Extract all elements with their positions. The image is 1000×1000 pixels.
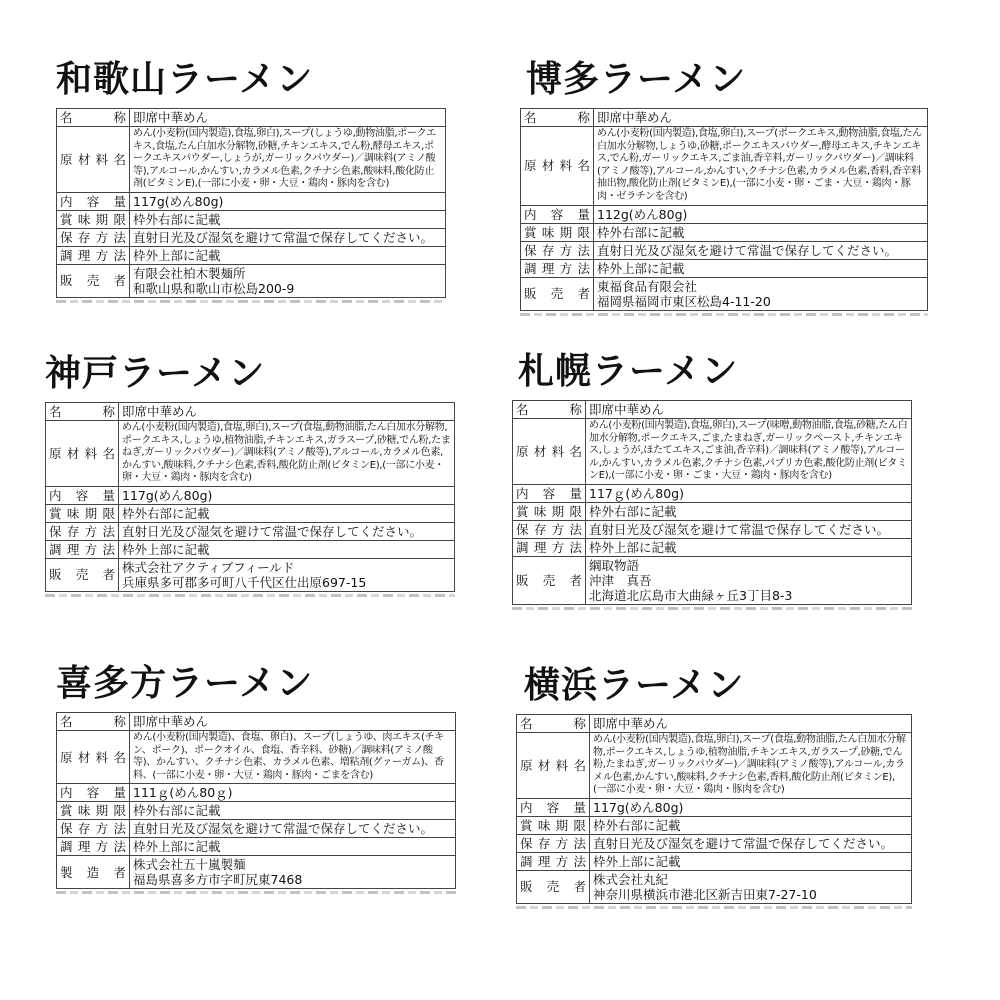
value-storage: 直射日光及び湿気を避けて常温で保存してください。 — [130, 820, 456, 838]
key-content: 内 容 量 — [46, 486, 119, 504]
key-cooking: 調理方法 — [513, 538, 586, 556]
key-cooking: 調理方法 — [57, 838, 130, 856]
key-ingredients: 原材料名 — [46, 421, 119, 487]
value-cooking: 枠外上部に記載 — [119, 540, 455, 558]
panel-title: 札幌ラーメン — [518, 351, 739, 392]
value-seller — [119, 558, 455, 591]
seller-line: 東福食品有限会社 — [597, 278, 698, 294]
seller-line: 神奈川県横浜市港北区新吉田東7-27-10 — [593, 886, 817, 902]
row-name — [513, 401, 912, 419]
value-seller — [586, 556, 912, 604]
key-seller: 販 売 者 — [521, 277, 594, 310]
nutrition-label-table — [56, 108, 446, 298]
row-cooking — [517, 852, 912, 870]
panel-title: 博多ラーメン — [526, 59, 747, 100]
value-content: 117ｇ(めん80g) — [586, 484, 912, 502]
value-ingredients: めん(小麦粉(国内製造),食塩,卵白),スープ(食塩,動物油脂,たん白加水分解物,ポークエキス,しょうゆ,植物油脂,チキンエキス,ガラスープ,砂糖,でん粉,たまねぎ,ガーリックパウダー)／調味料(アミノ酸等),アルコール,カラメル色素,かんすい,酸味料,クチナシ色素,香料,酸化防止剤(ビタミンE),(一部に小麦・卵・大豆・鶏肉・豚肉を含む) — [590, 733, 912, 799]
key-name: 名 称 — [517, 715, 590, 733]
value-ingredients: めん(小麦粉(国内製造),食塩,卵白),スープ(食塩,動物油脂,たん白加水分解物,ポークエキス,しょうゆ,植物油脂,チキンエキス,ガラスープ,砂糖,でん粉,たまねぎ,ガーリックパウダー)／調味料(アミノ酸等),アルコール,カラメル色素,かんすい,酸味料,クチナシ色素,香料,酸化防止剤(ビタミンE),(一部に小麦・卵・大豆・鶏肉・豚肉を含む) — [119, 421, 455, 487]
panel-title: 横浜ラーメン — [524, 665, 745, 706]
row-cooking — [46, 540, 455, 558]
value-name: 即席中華めん — [130, 713, 456, 731]
key-name: 名 称 — [46, 403, 119, 421]
key-ingredients: 原材料名 — [57, 731, 130, 784]
nutrition-label-table — [56, 712, 456, 889]
value-name: 即席中華めん — [130, 109, 446, 127]
seller-line: 株式会社丸紀 — [593, 871, 669, 887]
row-best-before — [57, 210, 446, 228]
key-ingredients: 原材料名 — [521, 127, 594, 206]
row-content — [517, 798, 912, 816]
label-panel — [512, 350, 912, 610]
key-best-before: 賞味期限 — [513, 502, 586, 520]
value-content: 117g(めん80g) — [119, 486, 455, 504]
value-ingredients: めん(小麦粉(国内製造),食塩,卵白),スープ(味噌,動物油脂,食塩,砂糖,たん白加水分解物,ポークエキス,ごま,たまねぎ,ガーリックペースト,チキンエキス,しょうが,ほたてエキス,ごま油,香辛料)／調味料(アミノ酸等),アルコール,かんすい,カラメル色素,クチナシ色素,パプリカ色素,酸化防止剤(ビタミンE),(一部に小麦・卵・ごま・大豆・鶏肉・豚肉を含む) — [586, 419, 912, 485]
row-seller — [513, 556, 912, 604]
value-best-before: 枠外右部に記載 — [130, 802, 456, 820]
key-seller: 販 売 者 — [57, 264, 130, 297]
seller-line: 有限会社柏木製麺所 — [133, 265, 246, 281]
value-name: 即席中華めん — [586, 401, 912, 419]
row-storage — [517, 834, 912, 852]
seller-line: 沖津 真吾 — [589, 572, 652, 588]
cut-edge — [56, 891, 456, 894]
value-content: 112g(めん80g) — [594, 205, 928, 223]
row-storage — [46, 522, 455, 540]
key-seller: 製 造 者 — [57, 856, 130, 889]
key-storage: 保存方法 — [57, 820, 130, 838]
value-seller — [130, 264, 446, 297]
row-ingredients — [513, 419, 912, 485]
key-name: 名 称 — [513, 401, 586, 419]
cut-edge — [45, 594, 455, 597]
label-panel — [520, 58, 928, 316]
row-seller — [57, 856, 456, 889]
value-cooking: 枠外上部に記載 — [590, 852, 912, 870]
seller-line: 北海道北広島市大曲緑ヶ丘3丁目8-3 — [589, 587, 793, 603]
key-ingredients: 原材料名 — [57, 127, 130, 193]
key-content: 内 容 量 — [57, 784, 130, 802]
value-cooking: 枠外上部に記載 — [594, 259, 928, 277]
row-best-before — [513, 502, 912, 520]
value-content: 117g(めん80g) — [590, 798, 912, 816]
key-storage: 保存方法 — [57, 228, 130, 246]
seller-line: 兵庫県多可郡多可町八千代区仕出原697-15 — [122, 574, 367, 590]
row-storage — [57, 228, 446, 246]
key-storage: 保存方法 — [517, 834, 590, 852]
key-content: 内 容 量 — [513, 484, 586, 502]
row-cooking — [521, 259, 928, 277]
value-best-before: 枠外右部に記載 — [130, 210, 446, 228]
row-seller — [517, 870, 912, 903]
row-best-before — [517, 816, 912, 834]
value-seller — [130, 856, 456, 889]
value-best-before: 枠外右部に記載 — [119, 504, 455, 522]
key-content: 内 容 量 — [521, 205, 594, 223]
seller-line: 和歌山県和歌山市松島200-9 — [133, 280, 295, 296]
row-storage — [57, 820, 456, 838]
key-cooking: 調理方法 — [517, 852, 590, 870]
row-ingredients — [57, 127, 446, 193]
row-storage — [513, 520, 912, 538]
key-cooking: 調理方法 — [521, 259, 594, 277]
seller-line: 綱取物語 — [589, 557, 640, 573]
value-ingredients: めん(小麦粉(国内製造),食塩,卵白),スープ(しょうゆ,動物油脂,ポークエキス,食塩,たん白加水分解物,砂糖,チキンエキス,でん粉,酵母エキス,ポークエキスパウダー,しょうが,ガーリックパウダー)／調味料(アミノ酸等),アルコール,かんすい,カラメル色素,クチナシ色素,酸味料,酸化防止剤(ビタミンE),(一部に小麦・卵・大豆・鶏肉・豚肉を含む) — [130, 127, 446, 193]
row-name — [57, 713, 456, 731]
nutrition-label-table — [516, 714, 912, 904]
value-best-before: 枠外右部に記載 — [594, 223, 928, 241]
seller-line: 株式会社五十嵐製麺 — [133, 857, 246, 873]
cut-edge — [512, 607, 912, 610]
value-cooking: 枠外上部に記載 — [130, 246, 446, 264]
row-name — [521, 109, 928, 127]
key-seller: 販 売 者 — [517, 870, 590, 903]
key-seller: 販 売 者 — [513, 556, 586, 604]
value-best-before: 枠外右部に記載 — [590, 816, 912, 834]
value-best-before: 枠外右部に記載 — [586, 502, 912, 520]
row-ingredients — [46, 421, 455, 487]
row-seller — [521, 277, 928, 310]
key-best-before: 賞味期限 — [57, 802, 130, 820]
row-storage — [521, 241, 928, 259]
seller-line: 株式会社アクティブフィールド — [122, 559, 295, 575]
label-panel — [56, 58, 446, 303]
value-seller — [594, 277, 928, 310]
key-ingredients: 原材料名 — [513, 419, 586, 485]
key-best-before: 賞味期限 — [57, 210, 130, 228]
value-name: 即席中華めん — [119, 403, 455, 421]
label-panel — [56, 662, 456, 894]
value-content: 117g(めん80g) — [130, 192, 446, 210]
key-storage: 保存方法 — [513, 520, 586, 538]
value-storage: 直射日光及び湿気を避けて常温で保存してください。 — [130, 228, 446, 246]
value-cooking: 枠外上部に記載 — [586, 538, 912, 556]
label-panel — [516, 664, 912, 909]
value-cooking: 枠外上部に記載 — [130, 838, 456, 856]
row-name — [57, 109, 446, 127]
value-storage: 直射日光及び湿気を避けて常温で保存してください。 — [594, 241, 928, 259]
key-seller: 販 売 者 — [46, 558, 119, 591]
row-seller — [46, 558, 455, 591]
nutrition-label-table — [520, 108, 928, 311]
row-content — [57, 192, 446, 210]
value-name: 即席中華めん — [590, 715, 912, 733]
panel-title: 和歌山ラーメン — [56, 59, 314, 100]
panel-title: 神戸ラーメン — [45, 353, 266, 394]
value-content: 111ｇ(めん80ｇ) — [130, 784, 456, 802]
row-ingredients — [517, 733, 912, 799]
row-ingredients — [521, 127, 928, 206]
key-best-before: 賞味期限 — [46, 504, 119, 522]
key-storage: 保存方法 — [521, 241, 594, 259]
row-name — [46, 403, 455, 421]
panel-title: 喜多方ラーメン — [56, 663, 314, 704]
key-content: 内 容 量 — [57, 192, 130, 210]
key-cooking: 調理方法 — [57, 246, 130, 264]
key-name: 名 称 — [521, 109, 594, 127]
key-ingredients: 原材料名 — [517, 733, 590, 799]
value-storage: 直射日光及び湿気を避けて常温で保存してください。 — [119, 522, 455, 540]
row-name — [517, 715, 912, 733]
value-name: 即席中華めん — [594, 109, 928, 127]
cut-edge — [516, 906, 912, 909]
key-name: 名 称 — [57, 109, 130, 127]
row-best-before — [521, 223, 928, 241]
value-ingredients: めん(小麦粉(国内製造),食塩,卵白),スープ(ポークエキス,動物油脂,食塩,たん白加水分解物,しょうゆ,砂糖,ポークエキスパウダー,酵母エキス,チキンエキス,でん粉,ガーリックエキス,ごま油,香辛料,ガーリックパウダー)／調味料(アミノ酸等),アルコール,かんすい,クチナシ色素,カラメル色素,香料,香辛料抽出物,酸化防止剤(ビタミンE),(一部に小麦・卵・ごま・大豆・鶏肉・豚肉・ゼラチンを含む) — [594, 127, 928, 206]
row-content — [46, 486, 455, 504]
row-seller — [57, 264, 446, 297]
seller-line: 福島県喜多方市字町尻東7468 — [133, 872, 303, 888]
key-best-before: 賞味期限 — [517, 816, 590, 834]
nutrition-label-table — [45, 402, 455, 592]
key-name: 名 称 — [57, 713, 130, 731]
value-seller — [590, 870, 912, 903]
value-storage: 直射日光及び湿気を避けて常温で保存してください。 — [586, 520, 912, 538]
cut-edge — [56, 300, 446, 303]
row-content — [513, 484, 912, 502]
row-cooking — [513, 538, 912, 556]
key-content: 内 容 量 — [517, 798, 590, 816]
value-storage: 直射日光及び湿気を避けて常温で保存してください。 — [590, 834, 912, 852]
key-storage: 保存方法 — [46, 522, 119, 540]
row-ingredients — [57, 731, 456, 784]
key-best-before: 賞味期限 — [521, 223, 594, 241]
seller-line: 福岡県福岡市東区松島4-11-20 — [597, 293, 771, 309]
cut-edge — [520, 313, 928, 316]
row-content — [521, 205, 928, 223]
row-cooking — [57, 246, 446, 264]
key-cooking: 調理方法 — [46, 540, 119, 558]
row-best-before — [57, 802, 456, 820]
row-best-before — [46, 504, 455, 522]
nutrition-label-table — [512, 400, 912, 605]
value-ingredients: めん(小麦粉(国内製造)、食塩、卵白)、スープ(しょうゆ、肉エキス(チキン、ポーク)、ポークオイル、食塩、香辛料、砂糖)／調味料(アミノ酸等)、かんすい、クチナシ色素、カラメル色素、増粘剤(グァーガム)、香料、(一部に小麦・卵・大豆・鶏肉・豚肉・ごまを含む) — [130, 731, 456, 784]
label-panel — [45, 352, 455, 597]
row-cooking — [57, 838, 456, 856]
row-content — [57, 784, 456, 802]
